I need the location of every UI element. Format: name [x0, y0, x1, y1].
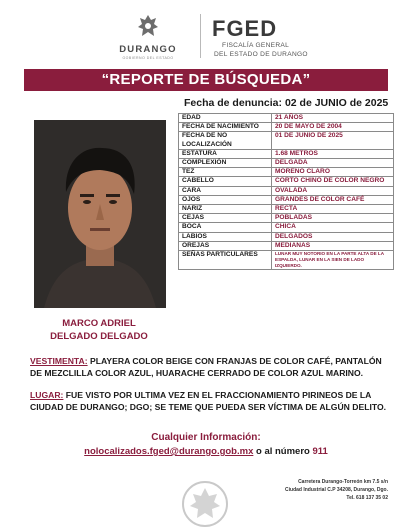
contact-middle-text: o al número [253, 446, 313, 457]
detail-label: FECHA DE NACIMIENTO [179, 123, 272, 132]
lugar-text: FUE VISTO POR ULTIMA VEZ EN EL FRACCIONAMIENTO PIRINEOS DE LA CIUDAD DE DURANGO; DGO; SE TEME QUE PUEDA SER VÍCTIMA DE ALGÚN DELITO. [30, 390, 387, 412]
contact-phone[interactable]: 911 [312, 446, 328, 457]
address-line1: Carretera Durango-Torreón km 7.5 s/n [298, 479, 388, 485]
lugar-label: LUGAR: [30, 390, 64, 400]
detail-value: LUNAR MUY NOTORIO EN LA PARTE ALTA DE LA ESPALDA, LUNAR EN LA SIEN DE LADO IZQUIERDO. [272, 251, 394, 270]
contact-line [0, 446, 412, 457]
detail-row [179, 205, 394, 214]
detail-label: LABIOS [179, 232, 272, 241]
detail-label: COMPLEXIÓN [179, 159, 272, 168]
detail-row [179, 168, 394, 177]
detail-value: MORENO CLARO [272, 168, 394, 177]
person-last-names: DELGADO DELGADO [50, 331, 148, 342]
detail-value: MEDIANAS [272, 241, 394, 250]
detail-row [179, 132, 394, 149]
detail-row [179, 159, 394, 168]
detail-label: BOCA [179, 223, 272, 232]
detail-value: RECTA [272, 205, 394, 214]
detail-value: OVALADA [272, 186, 394, 195]
detail-value: DELGADOS [272, 232, 394, 241]
detail-row [179, 195, 394, 204]
detail-label: OJOS [179, 195, 272, 204]
vestimenta-label: VESTIMENTA: [30, 356, 88, 366]
detail-label: OREJAS [179, 241, 272, 250]
detail-row [179, 214, 394, 223]
detail-row [179, 177, 394, 186]
state-name: DURANGO [119, 44, 177, 55]
contact-title: Cualquier Información: [151, 432, 261, 443]
detail-label: FECHA DE NO LOCALIZACIÓN [179, 132, 272, 149]
state-tagline: GOBIERNO DEL ESTADO [122, 56, 174, 60]
person-portrait-illustration [34, 120, 166, 308]
detail-label: ESTATURA [179, 149, 272, 158]
detail-value: 1.68 METROS [272, 149, 394, 158]
person-name [24, 317, 174, 343]
detail-row [179, 123, 394, 132]
vestimenta-text: PLAYERA COLOR BEIGE CON FRANJAS DE COLOR CAFÉ, PANTALÓN DE MEZCLILLA COLOR AZUL, HUARACHE CERRADO DE COLOR AZUL MARINO. [30, 356, 382, 378]
detail-value: 20 DE MAYO DE 2004 [272, 123, 394, 132]
detail-row [179, 149, 394, 158]
detail-row [179, 251, 394, 270]
detail-label: CABELLO [179, 177, 272, 186]
agency-acronym: FGED [212, 16, 278, 41]
detail-value: DELGADA [272, 159, 394, 168]
detail-row [179, 186, 394, 195]
detail-row [179, 232, 394, 241]
detail-value: 21 AÑOS [272, 114, 394, 123]
state-seal-icon [178, 478, 232, 527]
person-first-names: MARCO ADRIEL [62, 318, 136, 329]
detail-row [179, 114, 394, 123]
address-phone: Tel. 618 137 35 02 [346, 495, 388, 501]
detail-label: NARIZ [179, 205, 272, 214]
address-line2: Ciudad Industrial C.P 34208, Durango, Dgo. [285, 487, 388, 493]
detail-label: CEJAS [179, 214, 272, 223]
state-crest-icon [137, 14, 159, 40]
person-photo [34, 120, 166, 308]
detail-value: 01 DE JUNIO DE 2025 [272, 132, 394, 149]
detail-label: SEÑAS PARTICULARES [179, 251, 272, 270]
detail-value: GRANDES DE COLOR CAFÉ [272, 195, 394, 204]
contact-email-link[interactable]: nolocalizados.fged@durango.gob.mx [84, 446, 254, 457]
vestimenta-paragraph [30, 356, 388, 379]
detail-label: EDAD [179, 114, 272, 123]
report-title-banner: “REPORTE DE BÚSQUEDA” [24, 69, 388, 91]
detail-label: CARA [179, 186, 272, 195]
detail-value: POBLADAS [272, 214, 394, 223]
agency-name-line1: FISCALÍA GENERAL [222, 42, 290, 49]
detail-value: CORTO CHINO DE COLOR NEGRO [272, 177, 394, 186]
detail-row [179, 241, 394, 250]
header-divider [200, 14, 201, 58]
lugar-paragraph [30, 390, 388, 413]
detail-row [179, 223, 394, 232]
report-date: Fecha de denuncia: 02 de JUNIO de 2025 [184, 97, 389, 109]
person-details-table [178, 113, 394, 270]
detail-value: CHICA [272, 223, 394, 232]
agency-name-line2: DEL ESTADO DE DURANGO [214, 51, 308, 58]
agency-address [285, 478, 388, 502]
detail-label: TEZ [179, 168, 272, 177]
